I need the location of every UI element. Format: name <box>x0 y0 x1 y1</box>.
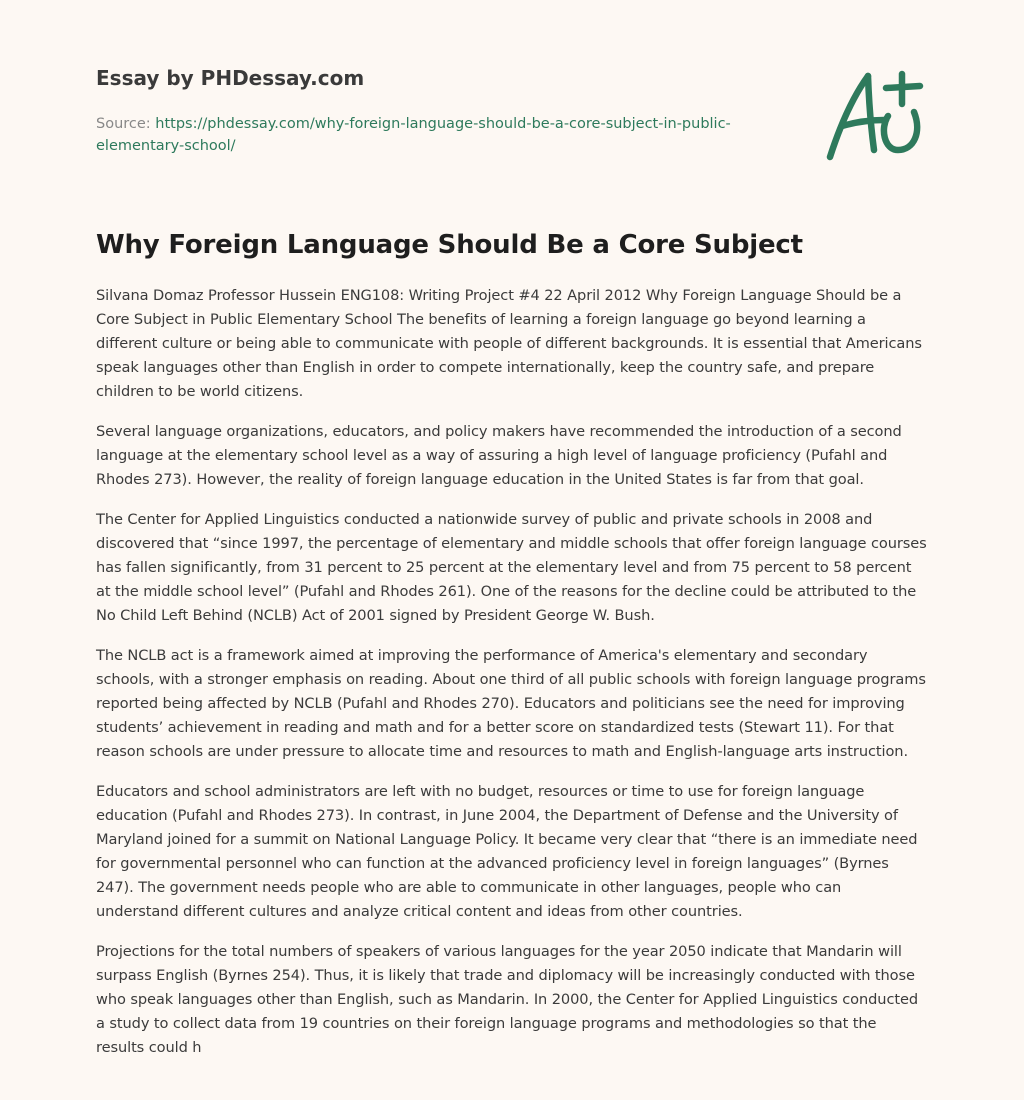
page-header <box>96 64 736 157</box>
essay-paragraph: Several language organizations, educators, and policy makers have recommended the introduction of a second language at the elementary school level as a way of assuring a high level of language proficiency (Pufahl and Rhodes 273). However, the reality of foreign language education in the United States is far from that goal. <box>96 423 902 488</box>
essay-paragraph: Projections for the total numbers of speakers of various languages for the year 2050 indicate that Mandarin will surpass English (Byrnes 254). Thus, it is likely that trade and diplomacy will be increasingly conducted with those who speak languages other than English, such as Mandarin. In 2000, the Center for Applied Linguistics conducted a study to collect data from 19 countries on their foreign language programs and methodologies so that the results could h <box>96 943 919 1056</box>
essay-paragraph: The Center for Applied Linguistics conducted a nationwide survey of public and private schools in 2008 and discovered that “since 1997, the percentage of elementary and middle schools that offer foreign language courses has fallen significantly, from 31 percent to 25 percent at the elementary level and from 75 percent to 58 percent at the middle school level” (Pufahl and Rhodes 261). One of the reasons for the decline could be attributed to the No Child Left Behind (NCLB) Act of 2001 signed by President George W. Bush. <box>96 511 927 624</box>
essay-paragraph: Educators and school administrators are left with no budget, resources or time to use for foreign language education (Pufahl and Rhodes 273). In contrast, in June 2004, the Department of Defense and the University of Maryland joined for a summit on National Language Policy. It became very clear that “there is an immediate need for governmental personnel who can function at the advanced proficiency level in foreign languages” (Byrnes 247). The government needs people who are able to communicate in other languages, people who can understand different cultures and analyze critical content and ideas from other countries. <box>96 783 918 920</box>
essay-body <box>96 284 928 1076</box>
essay-title: Why Foreign Language Should Be a Core Subject <box>96 230 803 260</box>
brand-title: Essay by PHDessay.com <box>96 66 365 90</box>
source-link[interactable]: https://phdessay.com/why-foreign-language-should-be-a-core-subject-in-public-elementary-school/ <box>96 116 731 154</box>
source-line <box>96 113 736 157</box>
source-label: Source: <box>96 116 151 132</box>
a-plus-logo-icon <box>822 66 932 166</box>
essay-paragraph: The NCLB act is a framework aimed at improving the performance of America's elementary and secondary schools, with a stronger emphasis on reading. About one third of all public schools with foreign language programs reported being affected by NCLB (Pufahl and Rhodes 270). Educators and politicians see the need for improving students’ achievement in reading and math and for a better score on standardized tests (Stewart 11). For that reason schools are under pressure to allocate time and resources to math and English-language arts instruction. <box>96 647 926 760</box>
essay-paragraph: Silvana Domaz Professor Hussein ENG108: Writing Project #4 22 April 2012 Why Foreign Language Should be a Core Subject in Public Elementary School The benefits of learning a foreign language go beyond learning a different culture or being able to communicate with people of different backgrounds. It is essential that Americans speak languages other than English in order to compete internationally, keep the country safe, and prepare children to be world citizens. <box>96 287 922 400</box>
